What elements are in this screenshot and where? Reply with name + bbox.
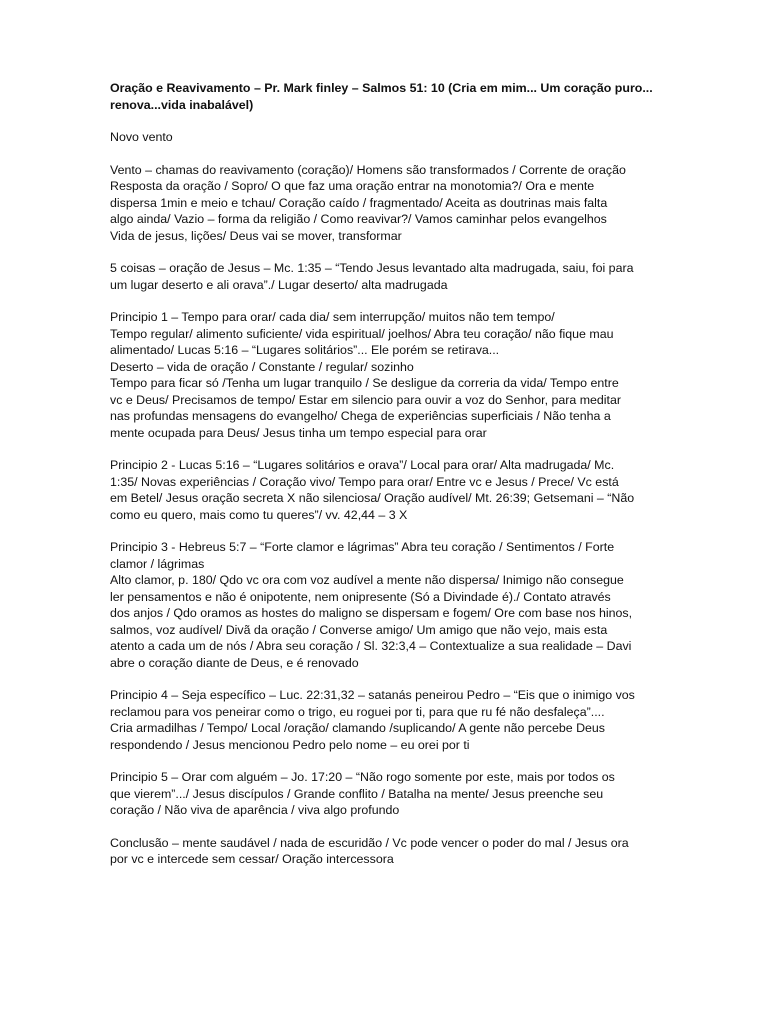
paragraph-principio-2 [110,457,668,523]
text-line: salmos, voz audível/ Divã da oração / Converse amigo/ Um amigo que não vejo, mais esta [110,622,608,637]
text-line: um lugar deserto e ali orava”./ Lugar deserto/ alta madrugada [110,277,448,292]
paragraph-vento [110,162,668,245]
text-line: respondendo / Jesus mencionou Pedro pelo nome – eu orei por ti [110,737,470,752]
text-line: dos anjos / Qdo oramos as hostes do maligno se dispersam e fogem/ Ore com base nos hinos, [110,606,633,620]
text-line: por vc e intercede sem cessar/ Oração intercessora [110,852,394,866]
paragraph-principio-3 [110,539,668,671]
section-novo-vento [110,129,668,146]
text-line: Cria armadilhas / Tempo/ Local /oração/ clamando /suplicando/ A gente não percebe Deus [110,721,606,735]
text-line: algo ainda/ Vazio – forma da religião / Como reavivar?/ Vamos caminhar pelos evangelhos [110,212,607,226]
text-line: coração / Não viva de aparência / viva algo profundo [110,803,400,817]
text-line: alimentado/ Lucas 5:16 – “Lugares solitários”... Ele porém se retirava... [110,343,500,357]
text-line: ler pensamentos e não é onipotente, nem onipresente (Só a Divindade é)./ Contato através [110,589,611,604]
text-line: Principio 1 – Tempo para orar/ cada dia/ sem interrupção/ muitos não tem tempo/ [110,310,555,324]
text-line: Tempo para ficar só /Tenha um lugar tranquilo / Se desligue da correria da vida/ Tempo entre [110,376,619,390]
text-line: Deserto – vida de oração / Constante / regular/ sozinho [110,359,414,374]
text-line: dispersa 1min e meio e tchau/ Coração caído / fragmentado/ Aceita as doutrinas mais falta [110,195,608,210]
text-line: Vida de jesus, lições/ Deus vai se mover, transformar [110,228,402,243]
text-line: Resposta da oração / Sopro/ O que faz uma oração entrar na monotomia?/ Ora e mente [110,179,595,193]
text-line: nas profundas mensagens do evangelho/ Chega de experiências superficiais / Não tenha a [110,409,611,423]
section-heading: Novo vento [110,130,173,144]
text-line: abre o coração diante de Deus, e é renovado [110,655,359,670]
text-line: Tempo regular/ alimento suficiente/ vida espiritual/ joelhos/ Abra teu coração/ não fique mau [110,326,614,341]
text-line: Vento – chamas do reavivamento (coração)/ Homens são transformados / Corrente de oração [110,162,626,177]
text-line: mente ocupada para Deus/ Jesus tinha um tempo especial para orar [110,425,487,440]
paragraph-cinco-coisas [110,260,668,293]
title-line: renova...vida inabalável) [110,97,254,112]
text-line: Principio 2 - Lucas 5:16 – “Lugares solitários e orava”/ Local para orar/ Alta madrugada/ Mc. [110,458,615,472]
paragraph-principio-1 [110,309,668,441]
document-title [110,80,668,113]
text-line: Alto clamor, p. 180/ Qdo vc ora com voz audível a mente não dispersa/ Inimigo não consegue [110,573,624,587]
text-line: em Betel/ Jesus oração secreta X não silenciosa/ Oração audível/ Mt. 26:39; Getsemani – “Não [110,491,635,505]
text-line: que vierem”.../ Jesus discípulos / Grande conflito / Batalha na mente/ Jesus preenche seu [110,786,604,801]
text-line: 1:35/ Novas experiências / Coração vivo/ Tempo para orar/ Entre vc e Jesus / Prece/ Vc está [110,474,619,489]
text-line: Principio 3 - Hebreus 5:7 – “Forte clamor e lágrimas” Abra teu coração / Sentimentos / Forte [110,540,615,554]
paragraph-principio-4 [110,687,668,753]
paragraph-conclusao [110,835,668,868]
text-line: como eu quero, mais como tu queres”/ vv. 42,44 – 3 X [110,507,408,522]
text-line: vc e Deus/ Precisamos de tempo/ Estar em silencio para ouvir a voz do Senhor, para meditar [110,392,622,407]
text-line: Conclusão – mente saudável / nada de escuridão / Vc pode vencer o poder do mal / Jesus ora [110,835,629,850]
text-line: Principio 5 – Orar com alguém – Jo. 17:20 – “Não rogo somente por este, mais por todos os [110,770,615,784]
title-line: Oração e Reavivamento – Pr. Mark finley – Salmos 51: 10 (Cria em mim... Um coração puro... [110,81,653,95]
paragraph-principio-5 [110,769,668,819]
text-line: clamor / lágrimas [110,556,205,571]
text-line: Principio 4 – Seja específico – Luc. 22:31,32 – satanás peneirou Pedro – “Eis que o inimigo vos [110,688,635,702]
text-line: reclamou para vos peneirar como o trigo, eu roguei por ti, para que ru fé não desfaleça”.... [110,704,605,719]
text-line: atento a cada um de nós / Abra seu coração / Sl. 32:3,4 – Contextualize a sua realidade – Davi [110,639,632,653]
text-line: 5 coisas – oração de Jesus – Mc. 1:35 – “Tendo Jesus levantado alta madrugada, saiu, foi para [110,261,634,275]
